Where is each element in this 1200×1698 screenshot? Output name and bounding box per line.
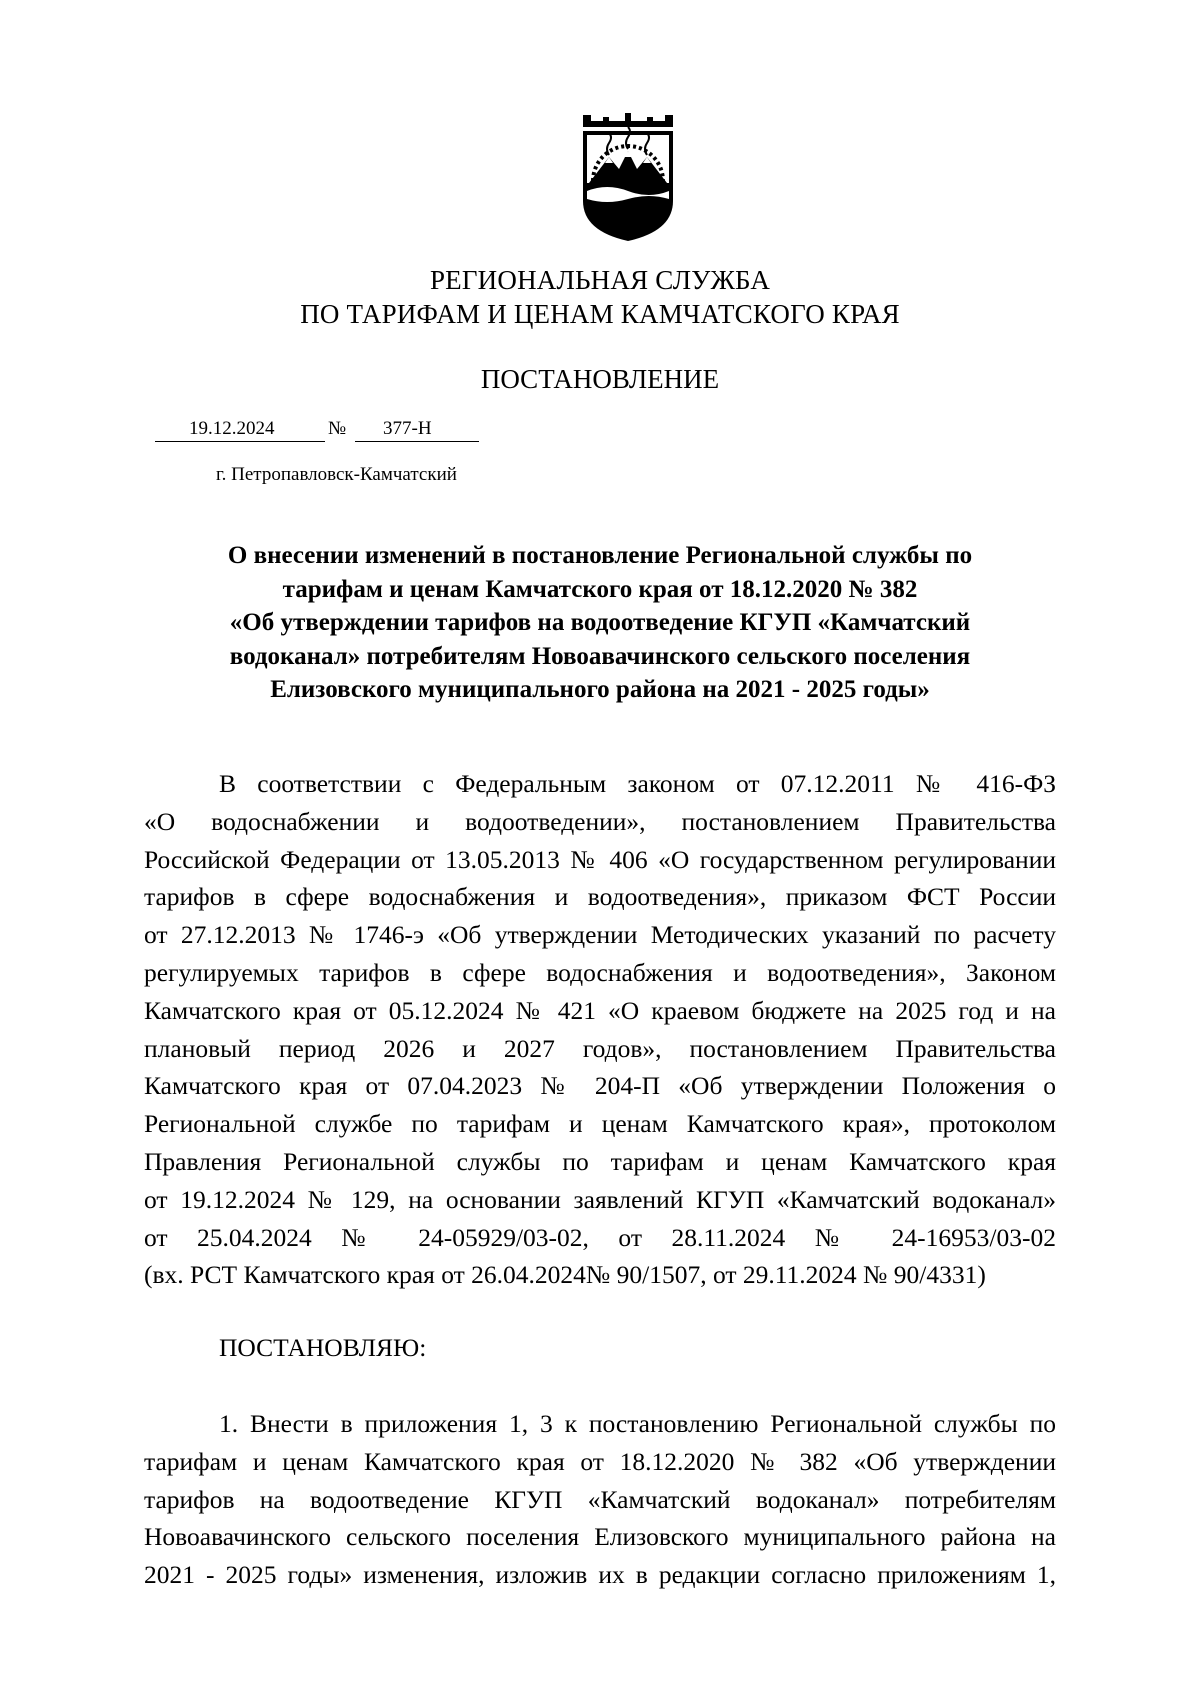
preamble-paragraph <box>144 765 1056 1294</box>
paragraph-line: от 27.12.2013 № 1746-э «Об утверждении Методических указаний по расчету <box>144 920 1056 950</box>
document-title <box>150 539 1050 707</box>
paragraph-line: тарифов на водоотведение КГУП «Камчатский водоканал» потребителям <box>144 1484 1056 1514</box>
paragraph-line: от 25.04.2024 № 24-05929/03-02, от 28.11.2024 № 24-16953/03-02 <box>144 1222 1056 1252</box>
paragraph-line: (вх. РСТ Камчатского края от 26.04.2024№ 90/1507, от 29.11.2024 № 90/4331) <box>144 1260 986 1290</box>
paragraph-line: тарифам и ценам Камчатского края от 18.12.2020 № 382 «Об утверждении <box>144 1446 1056 1476</box>
document-number: 377-Н <box>383 418 432 439</box>
paragraph-line: от 19.12.2024 № 129, на основании заявлений КГУП «Камчатский водоканал» <box>144 1184 1056 1214</box>
paragraph-line: 2021 - 2025 годы» изменения, изложив их в редакции согласно приложениям 1, <box>144 1560 1056 1590</box>
number-sign: № <box>328 418 347 439</box>
title-line: О внесении изменений в постановление Региональной службы по <box>227 542 973 569</box>
resolve-heading: ПОСТАНОВЛЯЮ: <box>219 1333 427 1362</box>
paragraph-line: Камчатского края от 05.12.2024 № 421 «О краевом бюджете на 2025 год и на <box>144 995 1056 1025</box>
city-label: г. Петропавловск-Камчатский <box>216 464 457 485</box>
document-date: 19.12.2024 <box>189 418 275 439</box>
paragraph-line: регулируемых тарифов в сфере водоснабжения и водоотведения», Законом <box>144 957 1056 987</box>
title-line: «Об утверждении тарифов на водоотведение КГУП «Камчатский <box>229 609 971 636</box>
org-name-line-2: ПО ТАРИФАМ И ЦЕНАМ КАМЧАТСКОГО КРАЯ <box>300 299 900 329</box>
item-1-paragraph <box>144 1405 1056 1594</box>
title-line: водоканал» потребителям Новоавачинского сельского поселения <box>229 642 971 670</box>
paragraph-line: Российской Федерации от 13.05.2013 № 406 «О государственном регулировании <box>144 844 1056 874</box>
paragraph-line: Новоавачинского сельского поселения Елизовского муниципального района на <box>144 1522 1056 1552</box>
paragraph-line: Правления Региональной службы по тарифам и ценам Камчатского края <box>144 1146 1056 1176</box>
org-name-line-1: РЕГИОНАЛЬНАЯ СЛУЖБА <box>429 265 771 295</box>
paragraph-line: В соответствии с Федеральным законом от 07.12.2011 № 416-ФЗ <box>219 769 1056 798</box>
coat-of-arms-icon <box>575 113 681 243</box>
paragraph-line: тарифов в сфере водоснабжения и водоотведения», приказом ФСТ России <box>144 882 1056 912</box>
title-line: тарифам и ценам Камчатского края от 18.12.2020 № 382 <box>282 575 918 603</box>
paragraph-line: «О водоснабжении и водоотведении», постановлением Правительства <box>144 806 1056 836</box>
number-field <box>355 416 479 442</box>
paragraph-line: 1. Внести в приложения 1, 3 к постановлению Региональной службы по <box>219 1409 1056 1438</box>
paragraph-line: плановый период 2026 и 2027 годов», постановлением Правительства <box>144 1033 1056 1063</box>
title-line: Елизовского муниципального района на 2021 - 2025 годы» <box>270 676 930 703</box>
paragraph-line: Региональной службе по тарифам и ценам Камчатского края», протоколом <box>144 1109 1056 1139</box>
date-field <box>155 416 325 442</box>
document-type: ПОСТАНОВЛЕНИЕ <box>480 364 720 394</box>
paragraph-line: Камчатского края от 07.04.2023 № 204-П «Об утверждении Положения о <box>144 1071 1056 1101</box>
